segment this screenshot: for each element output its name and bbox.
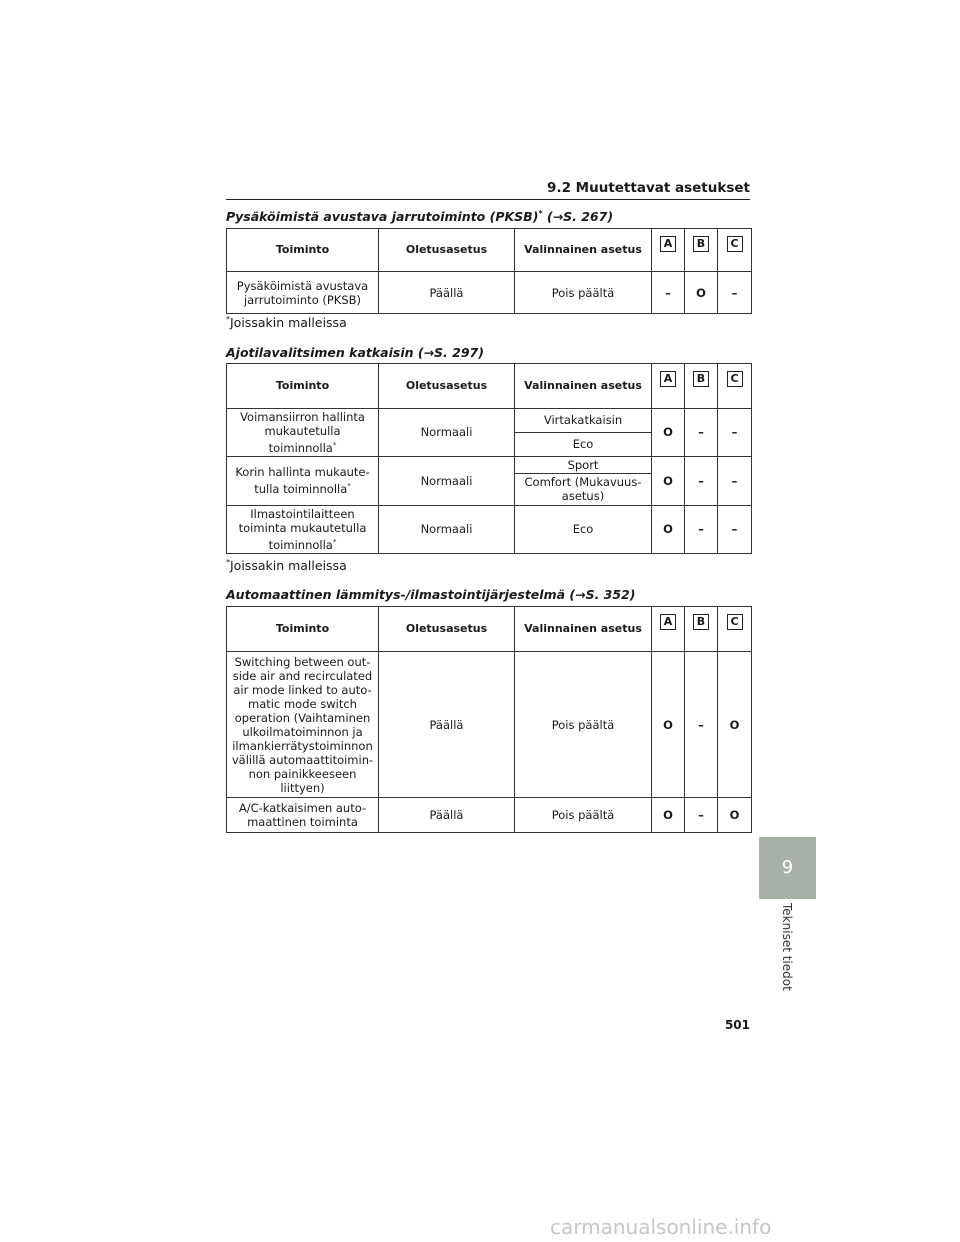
table-row [227, 409, 752, 433]
c-box-icon: C [727, 614, 743, 630]
cell-toiminto: Voimansiirron hallinta mukautetulla toiminnolla* [227, 409, 379, 457]
cell-toiminto: Switching between out-side air and recirculated air mode linked to auto-matic mode switch operation (Vaihtaminen ulkoilmatoiminnon ja ilmankierrätystoiminnon välillä automaattitoimin-non painikkeeseen liittyen) [227, 652, 379, 798]
cell-a: – [652, 272, 685, 314]
cell-a: O [652, 798, 685, 833]
col-toiminto: Toiminto [227, 229, 379, 272]
cell-valinnainen: Pois päältä [515, 798, 652, 833]
cell-valinnainen: Sport [515, 456, 652, 473]
page-number: 501 [724, 1018, 750, 1032]
table-row [227, 798, 752, 833]
section-title-ajotila: Ajotilavalitsimen katkaisin (→S. 297) [226, 345, 484, 360]
cell-b: – [685, 456, 718, 505]
cell-c: O [718, 652, 752, 798]
cell-b: – [685, 652, 718, 798]
cell-b: – [685, 409, 718, 457]
col-b [685, 364, 718, 409]
cell-c: O [718, 798, 752, 833]
b-box-icon: B [693, 614, 709, 630]
col-c [718, 364, 752, 409]
c-box-icon: C [727, 236, 743, 252]
cell-toiminto: Pysäköimistä avustava jarrutoiminto (PKSB) [227, 272, 379, 314]
col-valinnainen: Valinnainen asetus [515, 229, 652, 272]
cell-a: O [652, 652, 685, 798]
cell-c: – [718, 505, 752, 553]
col-oletusasetus: Oletusasetus [379, 364, 515, 409]
table-row [227, 652, 752, 798]
col-b [685, 607, 718, 652]
footnote-1: *Joissakin malleissa [226, 315, 347, 331]
cell-oletus: Normaali [379, 505, 515, 553]
a-box-icon: A [660, 371, 676, 387]
cell-oletus: Päällä [379, 272, 515, 314]
cell-oletus: Normaali [379, 409, 515, 457]
col-valinnainen: Valinnainen asetus [515, 607, 652, 652]
cell-c: – [718, 409, 752, 457]
col-b [685, 229, 718, 272]
a-box-icon: A [660, 614, 676, 630]
b-box-icon: B [693, 236, 709, 252]
col-c [718, 607, 752, 652]
c-box-icon: C [727, 371, 743, 387]
chapter-tab: 9 [759, 837, 816, 899]
cell-valinnainen: Virtakatkaisin [515, 409, 652, 433]
table-row [227, 272, 752, 314]
cell-oletus: Päällä [379, 652, 515, 798]
cell-b: – [685, 505, 718, 553]
cell-valinnainen: Comfort (Mukavuus-asetus) [515, 473, 652, 505]
cell-c: – [718, 456, 752, 505]
cell-toiminto: A/C-katkaisimen auto-maattinen toiminta [227, 798, 379, 833]
col-a [652, 229, 685, 272]
cell-oletus: Päällä [379, 798, 515, 833]
col-c [718, 229, 752, 272]
chapter-label [759, 903, 816, 1003]
a-box-icon: A [660, 236, 676, 252]
table-row [227, 456, 752, 473]
col-a [652, 364, 685, 409]
table-ajotila [226, 363, 752, 554]
watermark: carmanualsonline.info [550, 1215, 772, 1239]
chapter-label-text: Tekniset tiedot [780, 903, 794, 991]
col-valinnainen: Valinnainen asetus [515, 364, 652, 409]
cell-b: O [685, 272, 718, 314]
cell-toiminto: Korin hallinta mukaute-tulla toiminnolla* [227, 456, 379, 505]
cell-valinnainen: Eco [515, 505, 652, 553]
cell-oletus: Normaali [379, 456, 515, 505]
col-toiminto: Toiminto [227, 607, 379, 652]
cell-valinnainen: Pois päältä [515, 652, 652, 798]
section-title-pksb: Pysäköimistä avustava jarrutoiminto (PKSB)* (→S. 267) [226, 209, 614, 225]
table-pksb [226, 228, 752, 314]
col-oletusasetus: Oletusasetus [379, 607, 515, 652]
col-a [652, 607, 685, 652]
footnote-2: *Joissakin malleissa [226, 558, 347, 574]
cell-valinnainen: Pois päältä [515, 272, 652, 314]
b-box-icon: B [693, 371, 709, 387]
cell-a: O [652, 409, 685, 457]
section-title-ilmastointi: Automaattinen lämmitys-/ilmastointijärjestelmä (→S. 352) [226, 587, 636, 602]
cell-c: – [718, 272, 752, 314]
cell-a: O [652, 505, 685, 553]
cell-valinnainen: Eco [515, 432, 652, 456]
cell-toiminto: Ilmastointilaitteen toiminta mukautetulla toiminnolla* [227, 505, 379, 553]
table-ilmastointi [226, 606, 752, 833]
table-row [227, 505, 752, 553]
col-oletusasetus: Oletusasetus [379, 229, 515, 272]
cell-b: – [685, 798, 718, 833]
col-toiminto: Toiminto [227, 364, 379, 409]
page-header: 9.2 Muutettavat asetukset [226, 178, 750, 200]
cell-a: O [652, 456, 685, 505]
